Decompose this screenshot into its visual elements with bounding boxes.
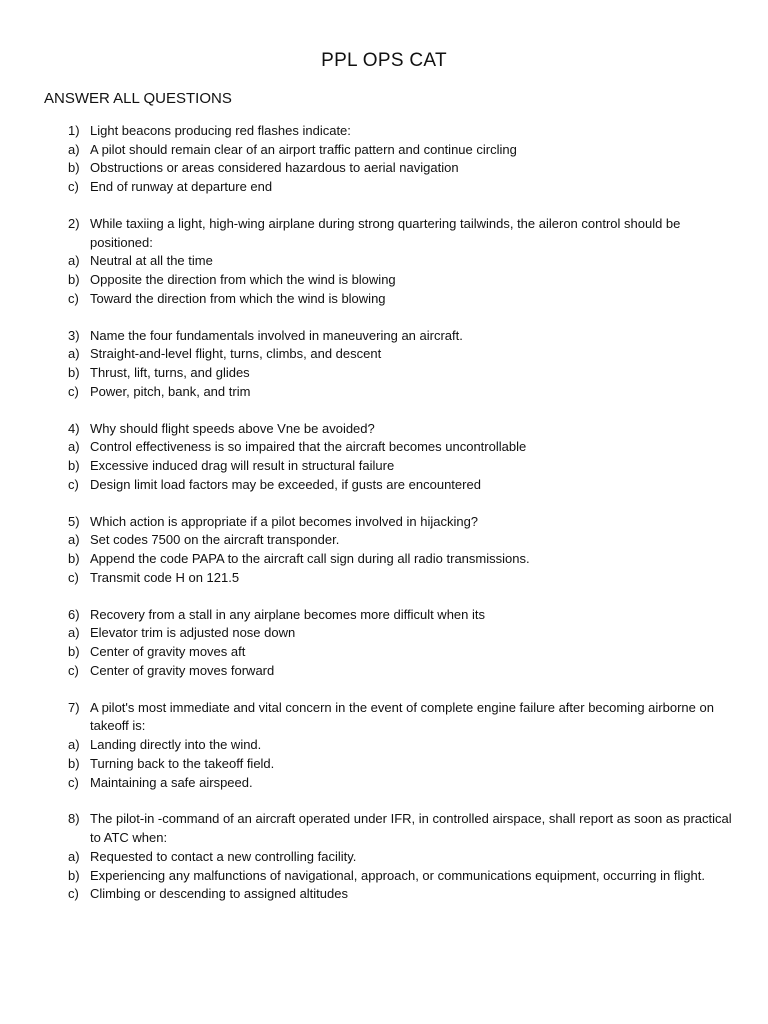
question-stem: [44, 810, 734, 847]
answer-option: [44, 848, 734, 867]
option-letter: b): [68, 272, 80, 288]
option-letter: c): [68, 476, 79, 492]
instruction-text: ANSWER ALL QUESTIONS: [44, 90, 232, 107]
option-text: Neutral at all the time: [90, 253, 213, 269]
option-letter: b): [68, 160, 80, 176]
option-text: Turning back to the takeoff field.: [90, 755, 275, 771]
answer-option: [44, 531, 734, 550]
option-letter: c): [68, 383, 79, 399]
answer-option: [44, 271, 734, 290]
question-stem: [44, 215, 734, 252]
answer-option: [44, 141, 734, 160]
answer-option: [44, 755, 734, 774]
option-text: End of runway at departure end: [90, 179, 273, 195]
question-5: [44, 513, 734, 588]
option-letter: a): [68, 532, 80, 548]
answer-option: [44, 159, 734, 178]
question-text: The pilot-in -command of an aircraft operated under IFR, in controlled airspace, shall report as soon as practical to ATC when:: [90, 811, 732, 846]
option-text: Opposite the direction from which the wind is blowing: [90, 272, 396, 288]
question-7: [44, 699, 734, 793]
option-letter: a): [68, 253, 80, 269]
question-number: 2): [68, 216, 80, 231]
option-text: Transmit code H on 121.5: [90, 569, 240, 585]
answer-option: [44, 569, 734, 588]
question-stem: [44, 420, 734, 439]
option-text: Elevator trim is adjusted nose down: [90, 625, 296, 641]
question-text: Name the four fundamentals involved in maneuvering an aircraft.: [90, 327, 463, 343]
option-text: Center of gravity moves aft: [90, 644, 246, 660]
answer-option: [44, 438, 734, 457]
question-stem: [44, 513, 734, 532]
option-text: Control effectiveness is so impaired that the aircraft becomes uncontrollable: [90, 439, 527, 455]
option-text: Maintaining a safe airspeed.: [90, 774, 253, 790]
answer-option: [44, 774, 734, 793]
answer-option: [44, 457, 734, 476]
answer-option: [44, 383, 734, 402]
question-text: A pilot's most immediate and vital concern in the event of complete engine failure after becoming airborne on takeoff is:: [90, 699, 714, 734]
answer-option: [44, 364, 734, 383]
option-letter: c): [68, 179, 79, 195]
option-text: A pilot should remain clear of an airport traffic pattern and continue circling: [90, 141, 517, 157]
document-title: PPL OPS CAT: [321, 50, 447, 71]
answer-option: [44, 867, 734, 886]
answer-option: [44, 476, 734, 495]
answer-option: [44, 550, 734, 569]
question-number: 7): [68, 699, 80, 715]
question-number: 5): [68, 513, 80, 529]
option-letter: a): [68, 141, 80, 157]
answer-option: [44, 345, 734, 364]
question-6: [44, 606, 734, 681]
answer-option: [44, 885, 734, 904]
option-letter: b): [68, 458, 80, 474]
question-number: 3): [68, 327, 80, 343]
question-text: While taxiing a light, high-wing airplane during strong quartering tailwinds, the aileron control should be positioned:: [90, 216, 681, 250]
answer-option: [44, 252, 734, 271]
option-text: Center of gravity moves forward: [90, 662, 275, 678]
question-text: Why should flight speeds above Vne be avoided?: [90, 420, 375, 436]
option-letter: c): [68, 290, 79, 306]
question-stem: [44, 122, 734, 141]
question-stem: [44, 327, 734, 346]
option-text: Requested to contact a new controlling facility.: [90, 848, 357, 864]
question-text: Recovery from a stall in any airplane becomes more difficult when its: [90, 606, 485, 622]
option-text: Toward the direction from which the wind is blowing: [90, 290, 386, 306]
option-letter: b): [68, 365, 80, 381]
option-letter: a): [68, 737, 80, 753]
option-letter: b): [68, 551, 80, 567]
question-stem: [44, 699, 734, 736]
question-8: [44, 810, 734, 904]
option-letter: c): [68, 662, 79, 678]
option-text: Design limit load factors may be exceeded, if gusts are encountered: [90, 476, 481, 492]
option-text: Climbing or descending to assigned altitudes: [90, 886, 348, 902]
question-number: 6): [68, 606, 80, 622]
option-letter: b): [68, 867, 80, 883]
question-stem: [44, 606, 734, 625]
question-2: [44, 215, 734, 309]
option-letter: a): [68, 439, 80, 455]
option-text: Power, pitch, bank, and trim: [90, 383, 251, 399]
question-text: Light beacons producing red flashes indicate:: [90, 123, 351, 138]
question-number: 1): [68, 123, 80, 138]
question-number: 8): [68, 811, 80, 827]
option-letter: b): [68, 755, 80, 771]
option-letter: a): [68, 625, 80, 641]
answer-option: [44, 736, 734, 755]
option-text: Straight-and-level flight, turns, climbs, and descent: [90, 346, 382, 362]
option-text: Append the code PAPA to the aircraft call sign during all radio transmissions.: [90, 551, 530, 567]
answer-option: [44, 643, 734, 662]
question-list: [44, 122, 734, 922]
question-4: [44, 420, 734, 495]
question-3: [44, 327, 734, 402]
answer-option: [44, 290, 734, 309]
option-text: Thrust, lift, turns, and glides: [90, 365, 250, 381]
option-text: Obstructions or areas considered hazardous to aerial navigation: [90, 160, 459, 176]
option-text: Set codes 7500 on the aircraft transponder.: [90, 532, 340, 548]
answer-option: [44, 178, 734, 197]
answer-option: [44, 624, 734, 643]
option-text: Excessive induced drag will result in structural failure: [90, 458, 395, 474]
option-letter: c): [68, 886, 79, 902]
question-1: [44, 122, 734, 197]
option-text: Experiencing any malfunctions of navigational, approach, or communications equipment, occurring in flight.: [90, 867, 705, 883]
option-letter: c): [68, 774, 79, 790]
option-letter: c): [68, 569, 79, 585]
option-letter: b): [68, 644, 80, 660]
option-text: Landing directly into the wind.: [90, 737, 262, 753]
answer-option: [44, 662, 734, 681]
question-text: Which action is appropriate if a pilot becomes involved in hijacking?: [90, 513, 479, 529]
option-letter: a): [68, 346, 80, 362]
question-number: 4): [68, 420, 80, 436]
option-letter: a): [68, 848, 80, 864]
